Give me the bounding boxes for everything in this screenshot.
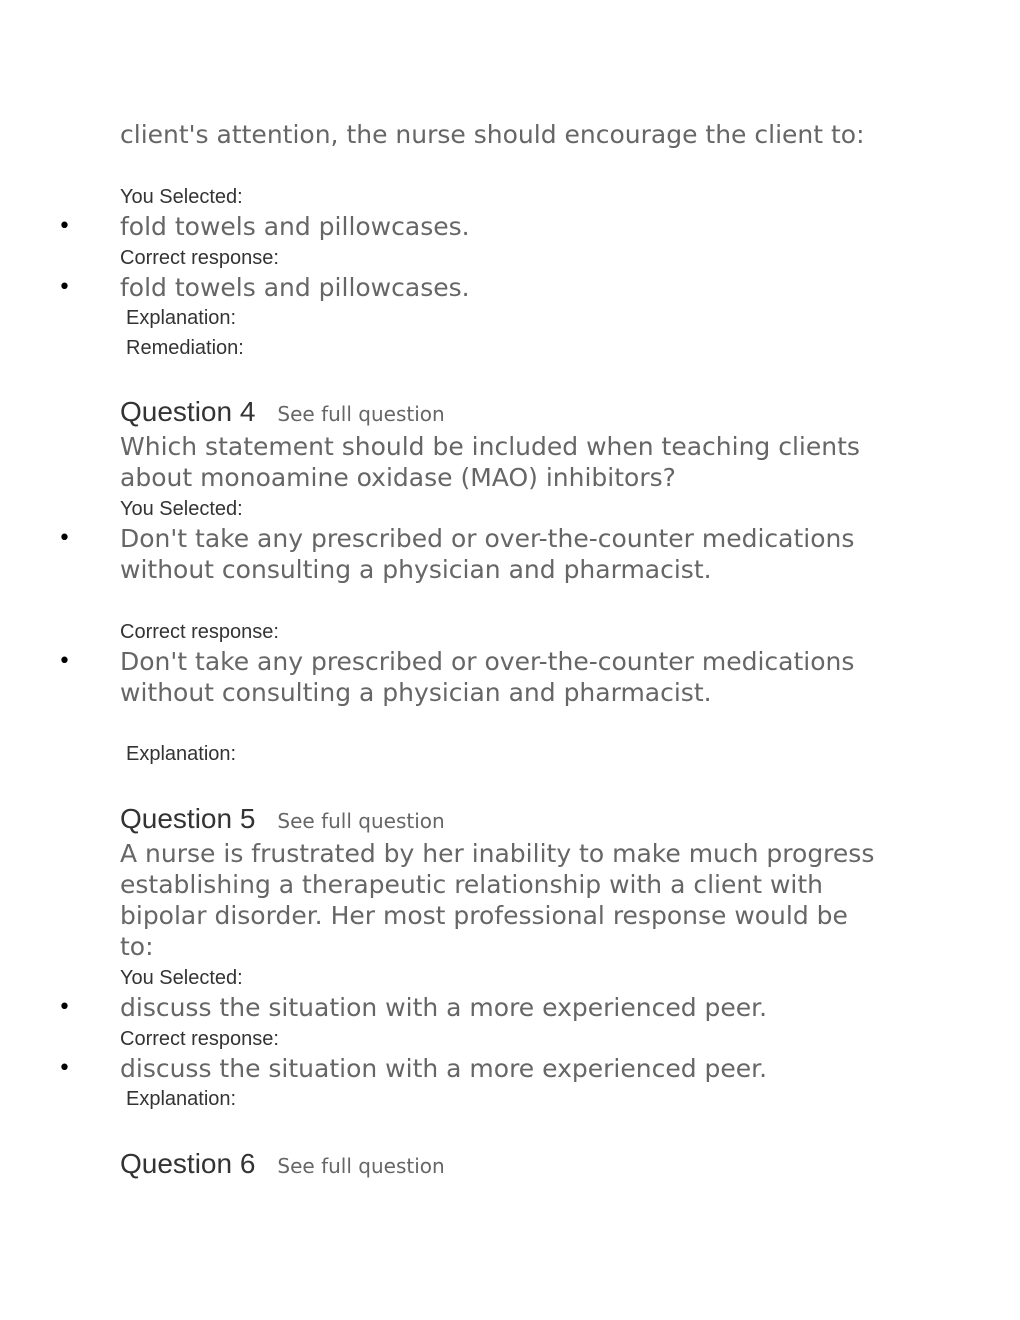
q4-correct-answer: Don't take any prescribed or over-the-counter medications without consulting a physician and pharmacist. — [120, 647, 855, 707]
q5-selected-bullet: • — [58, 995, 71, 1020]
question-5-header — [120, 803, 445, 837]
question-5-stem: A nurse is frustrated by her inability to make much progress establishing a therapeutic relationship with a client with bipolar disorder. Her most professional response would be to: — [120, 839, 875, 961]
q5-correct-bullet: • — [58, 1056, 71, 1081]
q4-see-full-question-link[interactable]: See full question — [277, 402, 445, 426]
q6-see-full-question-link[interactable]: See full question — [277, 1154, 445, 1178]
q5-see-full-question-link[interactable]: See full question — [277, 809, 445, 833]
q4-you-selected-label: You Selected: — [120, 498, 243, 520]
question-3-stem: client's attention, the nurse should encourage the client to: — [120, 120, 865, 149]
q5-correct-response-label: Correct response: — [120, 1028, 279, 1050]
q5-explanation-label: Explanation: — [126, 1088, 237, 1110]
q3-remediation-label: Remediation: — [126, 337, 244, 359]
q4-correct-bullet: • — [58, 649, 71, 674]
q4-selected-bullet: • — [58, 526, 71, 551]
q3-correct-bullet: • — [58, 275, 71, 300]
q3-you-selected-label: You Selected: — [120, 186, 243, 208]
question-6-header — [120, 1148, 445, 1182]
q5-you-selected-label: You Selected: — [120, 967, 243, 989]
question-6-title: Question 6 — [120, 1148, 256, 1179]
q4-selected-answer: Don't take any prescribed or over-the-counter medications without consulting a physician and pharmacist. — [120, 524, 855, 584]
q5-selected-answer: discuss the situation with a more experienced peer. — [120, 993, 768, 1022]
question-4-stem: Which statement should be included when teaching clients about monoamine oxidase (MAO) inhibitors? — [120, 432, 860, 492]
question-4-header — [120, 396, 445, 430]
q4-correct-response-label: Correct response: — [120, 621, 279, 643]
q3-explanation-label: Explanation: — [126, 307, 237, 329]
question-4-title: Question 4 — [120, 396, 256, 427]
q3-selected-bullet: • — [58, 214, 71, 239]
q4-explanation-label: Explanation: — [126, 743, 237, 765]
q3-selected-answer: fold towels and pillowcases. — [120, 212, 470, 241]
q3-correct-answer: fold towels and pillowcases. — [120, 273, 470, 302]
q3-correct-response-label: Correct response: — [120, 247, 279, 269]
q5-correct-answer: discuss the situation with a more experienced peer. — [120, 1054, 768, 1083]
question-5-title: Question 5 — [120, 803, 256, 834]
